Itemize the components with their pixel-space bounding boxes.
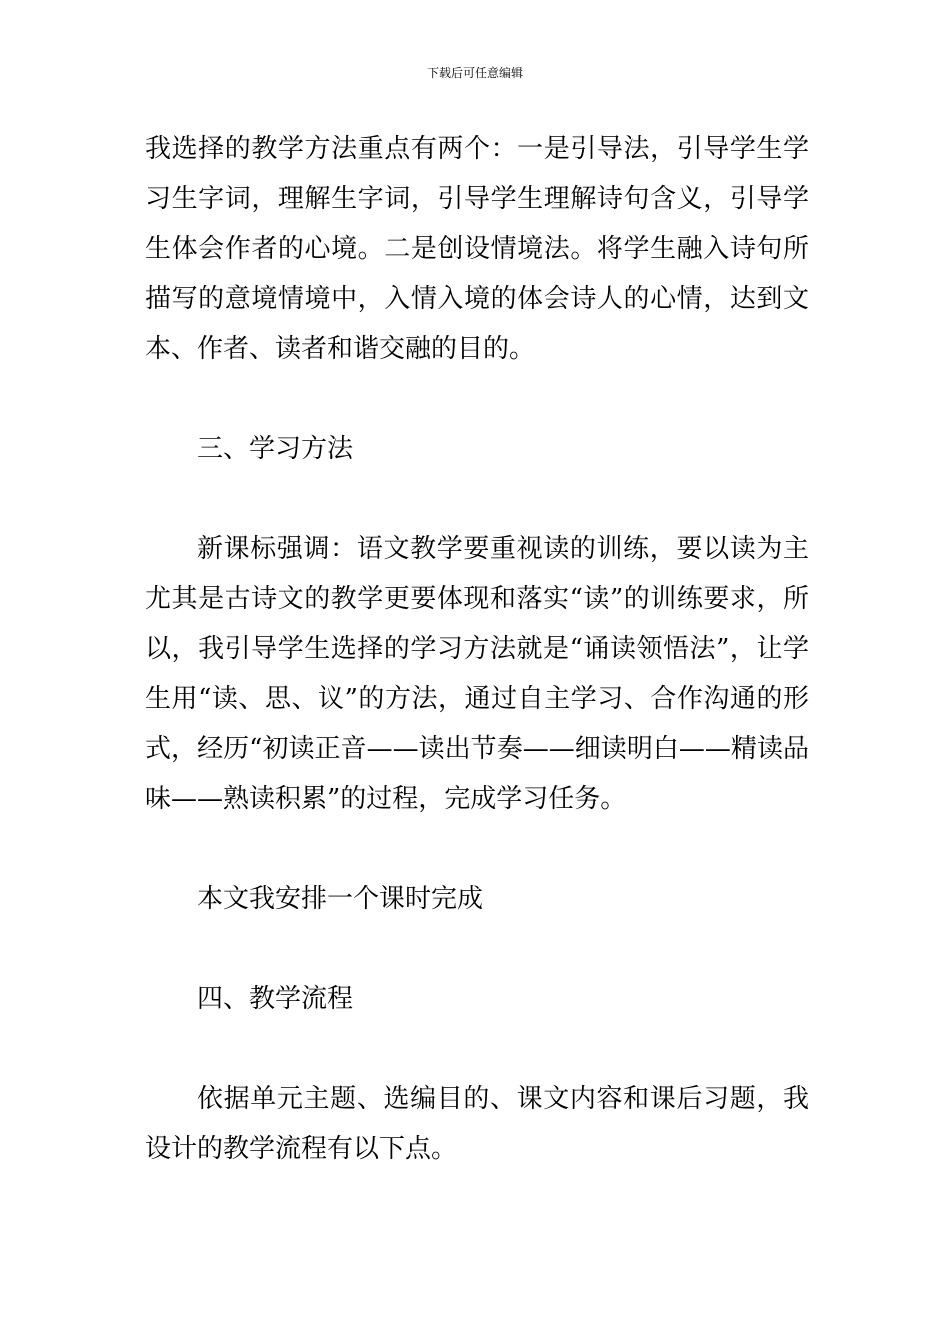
section-heading-teaching-process: 四、教学流程 xyxy=(197,984,354,1014)
paragraph-teaching-methods: 我选择的教学方法重点有两个：一是引导法，引导学生学习生字词，理解生字词，引导学生理解诗句含义，引导学生体会作者的心境。二是创设情境法。将学生融入诗句所描写的意境情境中，入情入境的体会诗人的心情，达到文本、作者、读者和谐交融的目的。 xyxy=(145,134,809,364)
document-body xyxy=(145,124,809,1174)
paragraph-gap xyxy=(145,474,809,524)
paragraph-gap xyxy=(145,924,809,974)
section-heading-learning-methods: 三、学习方法 xyxy=(197,434,354,464)
page-header: 下载后可任意编辑 xyxy=(426,66,523,80)
paragraph-learning-methods: 新课标强调：语文教学要重视读的训练，要以读为主尤其是古诗文的教学更要体现和落实“读”的训练要求，所以，我引导学生选择的学习方法就是“诵读领悟法”，让学生用“读、思、议”的方法，通过自主学习、合作沟通的形式，经历“初读正音——读出节奏——细读明白——精读品味——熟读积累”的过程，完成学习任务。 xyxy=(145,534,809,814)
paragraph-teaching-process: 依据单元主题、选编目的、课文内容和课后习题，我设计的教学流程有以下点。 xyxy=(145,1084,809,1164)
paragraph-gap xyxy=(145,374,809,424)
paragraph-gap xyxy=(145,1024,809,1074)
paragraph-gap xyxy=(145,824,809,874)
paragraph-class-hours: 本文我安排一个课时完成 xyxy=(197,884,484,914)
